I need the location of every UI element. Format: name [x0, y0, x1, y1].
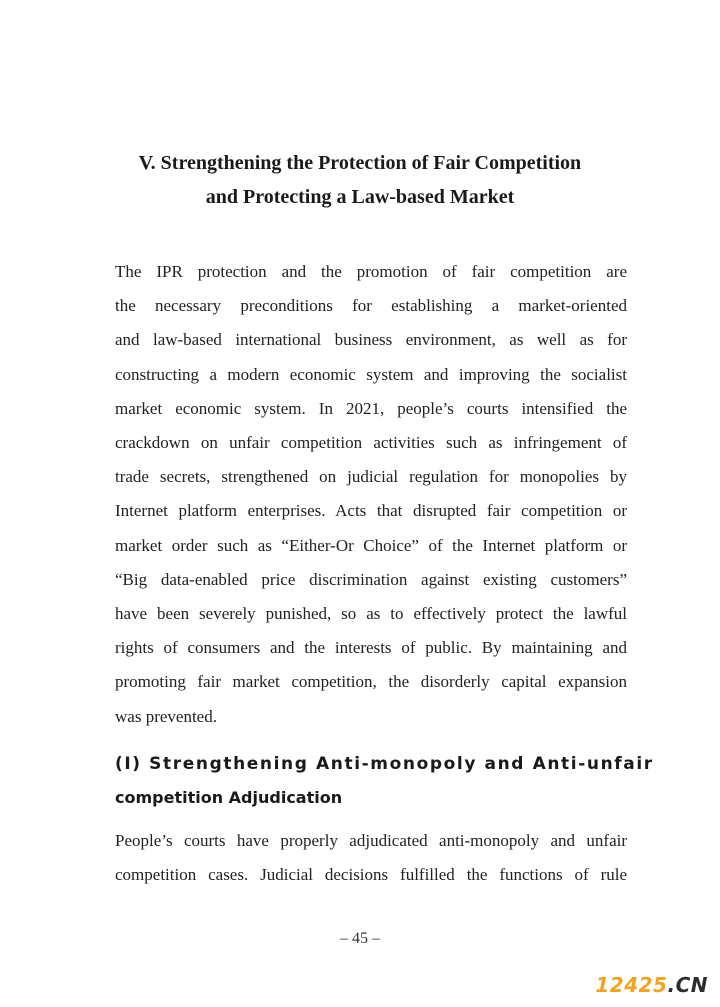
paragraph-line: was prevented. — [115, 706, 217, 726]
paragraph-line: constructing a modern economic system and improving the socialist — [115, 364, 627, 384]
paragraph-line: Internet platform enterprises. Acts that disrupted fair competition or — [115, 501, 627, 521]
paragraph-line: rights of consumers and the interests of public. By maintaining and — [115, 638, 627, 658]
page-number: – 45 – — [340, 930, 380, 947]
section-paragraph — [115, 824, 627, 892]
paragraph-line: market economic system. In 2021, people’s courts intensified the — [115, 398, 627, 418]
paragraph-line: the necessary preconditions for establishing a market-oriented — [115, 296, 627, 316]
paragraph-line: The IPR protection and the promotion of fair competition are — [115, 262, 627, 281]
watermark-number: 12425 — [595, 973, 668, 997]
paragraph-line: People’s courts have properly adjudicated anti-monopoly and unfair — [115, 831, 627, 850]
site-watermark-logo — [595, 973, 708, 997]
paragraph-line: market order such as “Either-Or Choice” of the Internet platform or — [115, 535, 627, 555]
paragraph-line: competition cases. Judicial decisions fulfilled the functions of rule — [115, 865, 627, 885]
chapter-title — [90, 146, 630, 214]
chapter-title-line-2: and Protecting a Law-based Market — [205, 186, 515, 208]
chapter-title-line-1: V. Strengthening the Protection of Fair Competition — [138, 152, 582, 174]
intro-paragraph — [115, 255, 627, 734]
section-heading — [115, 747, 654, 815]
watermark-tld: .CN — [667, 973, 708, 997]
paragraph-line: promoting fair market competition, the disorderly capital expansion — [115, 672, 627, 692]
paragraph-line: have been severely punished, so as to effectively protect the lawful — [115, 604, 627, 624]
section-heading-line-2: competition Adjudication — [115, 788, 343, 807]
paragraph-line: “Big data-enabled price discrimination against existing customers” — [115, 569, 627, 589]
paragraph-line: trade secrets, strengthened on judicial regulation for monopolies by — [115, 467, 627, 487]
paragraph-line: and law-based international business environment, as well as for — [115, 330, 627, 350]
section-heading-line-1: (I) Strengthening Anti-monopoly and Anti-unfair — [115, 754, 654, 774]
paragraph-line: crackdown on unfair competition activities such as infringement of — [115, 433, 627, 453]
